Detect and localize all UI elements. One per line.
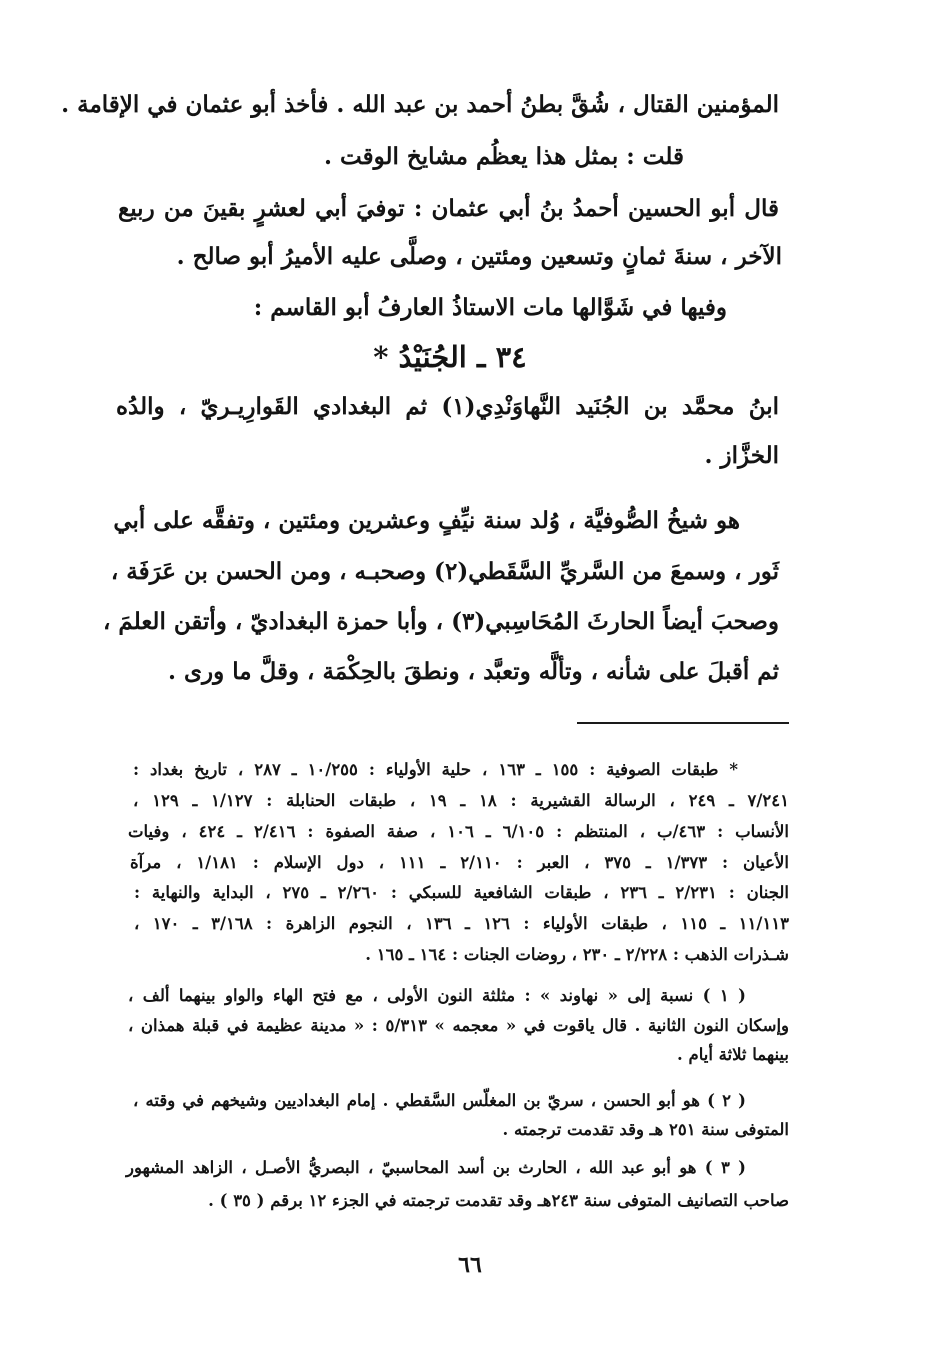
- sources-line-3: الأنساب : ٤٦٣/ب ، المنتظم : ٦/١٠٥ ـ ١٠٦ ، صفة الصفوة : ٢/٤١٦ ـ ٤٢٤ ، وفيات: [128, 822, 790, 841]
- footnote-separator: [577, 722, 789, 724]
- sources-line-1: * طبقات الصوفية : ١٥٥ ـ ١٦٣ ، حلية الأولياء : ١٠/٢٥٥ ـ ٢٨٧ ، تاريخ بغداد :: [133, 760, 738, 779]
- entry-line-6: ثم أقبلَ على شأنه ، وتألَّه وتعبَّد ، ونطقَ بالحِكْمَة ، وقلَّ ما ورى .: [167, 658, 779, 685]
- note3-line-2: صاحب التصانيف المتوفى سنة ٢٤٣هـ وقد تقدمت ترجمته في الجزء ١٢ برقم ( ٣٥ ) .: [208, 1191, 789, 1210]
- note1-line-2: وإسكان النون الثانية . قال ياقوت في « معجمه » ٥/٣١٣ : « مدينة عظيمة في قبلة همذان ،: [128, 1016, 790, 1035]
- body-line-5: وفيها في شَوَّالها مات الاستاذُ العارفُ أبو القاسم :: [253, 294, 727, 321]
- sources-line-7: شـذرات الذهب : ٢/٢٢٨ ـ ٢٣٠ ، روضات الجنات : ١٦٤ ـ ١٦٥ .: [365, 945, 789, 964]
- entry-line-5: وصحبَ أيضاً الحارثَ المُحَاسِبي(٣) ، وأبا حمزة البغداديّ ، وأتقن العلمَ ،: [102, 608, 779, 635]
- body-line-3: قال أبو الحسين أحمدُ بنُ أبي عثمان : توفيَ أبي لعشرٍ بقينَ من ربيع: [118, 195, 779, 222]
- sources-line-2: ٧/٢٤١ ـ ٢٤٩ ، الرسالة القشيرية : ١٨ ـ ١٩ ، طبقات الحنابلة : ١/١٢٧ ـ ١٢٩ ،: [133, 791, 790, 810]
- sources-line-5: الجنان : ٢/٢٣١ ـ ٢٣٦ ، طبقات الشافعية للسبكي : ٢/٢٦٠ ـ ٢٧٥ ، البداية والنهاية :: [134, 883, 789, 902]
- sources-line-6: ١١/١١٣ ـ ١١٥ ، طبقات الأولياء : ١٢٦ ـ ١٣٦ ، النجوم الزاهرة : ٣/١٦٨ ـ ١٧٠ ،: [134, 914, 790, 933]
- entry-line-4: ثَور ، وسمعَ من السَّريِّ السَّقَطي(٢) وصحبـه ، ومن الحسن بن عَرَفَة ،: [110, 558, 779, 585]
- page-number: ٦٦: [458, 1252, 482, 1278]
- note2-line-2: المتوفى سنة ٢٥١ هـ وقد تقدمت ترجمته .: [502, 1120, 789, 1139]
- note3-line-1: ( ٣ ) هو أبو عبد الله ، الحارث بن أسد المحاسبيّ ، البصريُّ الأصـل ، الزاهد المشهور: [126, 1158, 746, 1177]
- sources-line-4: الأعيان : ١/٣٧٣ ـ ٣٧٥ ، العبر : ٢/١١٠ ـ ١١١ ، دول الإسلام : ١/١٨١ ، مرآة: [130, 853, 789, 872]
- entry-line-3: هو شيخُ الصُّوفيَّة ، وُلد سنة نيِّفٍ وعشرين ومئتين ، وتفقَّه على أبي: [113, 507, 740, 534]
- body-line-2: قلت : بمثل هذا يعظُم مشايخ الوقت .: [323, 143, 684, 170]
- entry-line-2: الخزَّاز .: [704, 442, 779, 469]
- body-line-4: الآخر ، سنةَ ثمانٍ وتسعين ومئتين ، وصلَّى عليه الأميرُ أبو صالح .: [176, 243, 782, 270]
- note1-line-1: ( ١ ) نسبة إلى « نهاوند » : مثلثة النون الأولى ، مع فتح الهاء والواو بينهما ألف ،: [128, 986, 746, 1005]
- entry-heading: ٣٤ ـ الجُنَيْدُ *: [373, 340, 527, 374]
- note1-line-3: بينهما ثلاثة أيام .: [677, 1045, 789, 1064]
- note2-line-1: ( ٢ ) هو أبو الحسن ، سريّ بن المغلّس السَّقطي . إمام البغداديين وشيخهم في وقته ،: [133, 1091, 746, 1110]
- entry-line-1: ابنُ محمَّد بن الجُنَيد النَّهاوَنْدِي(١) ثم البغدادي القَوارِيـريّ ، والدُه: [116, 393, 779, 420]
- body-line-1: المؤمنين القتال ، شُقَّ بطنُ أحمد بن عبد الله . فأخذ أبو عثمان في الإقامة .: [61, 91, 779, 118]
